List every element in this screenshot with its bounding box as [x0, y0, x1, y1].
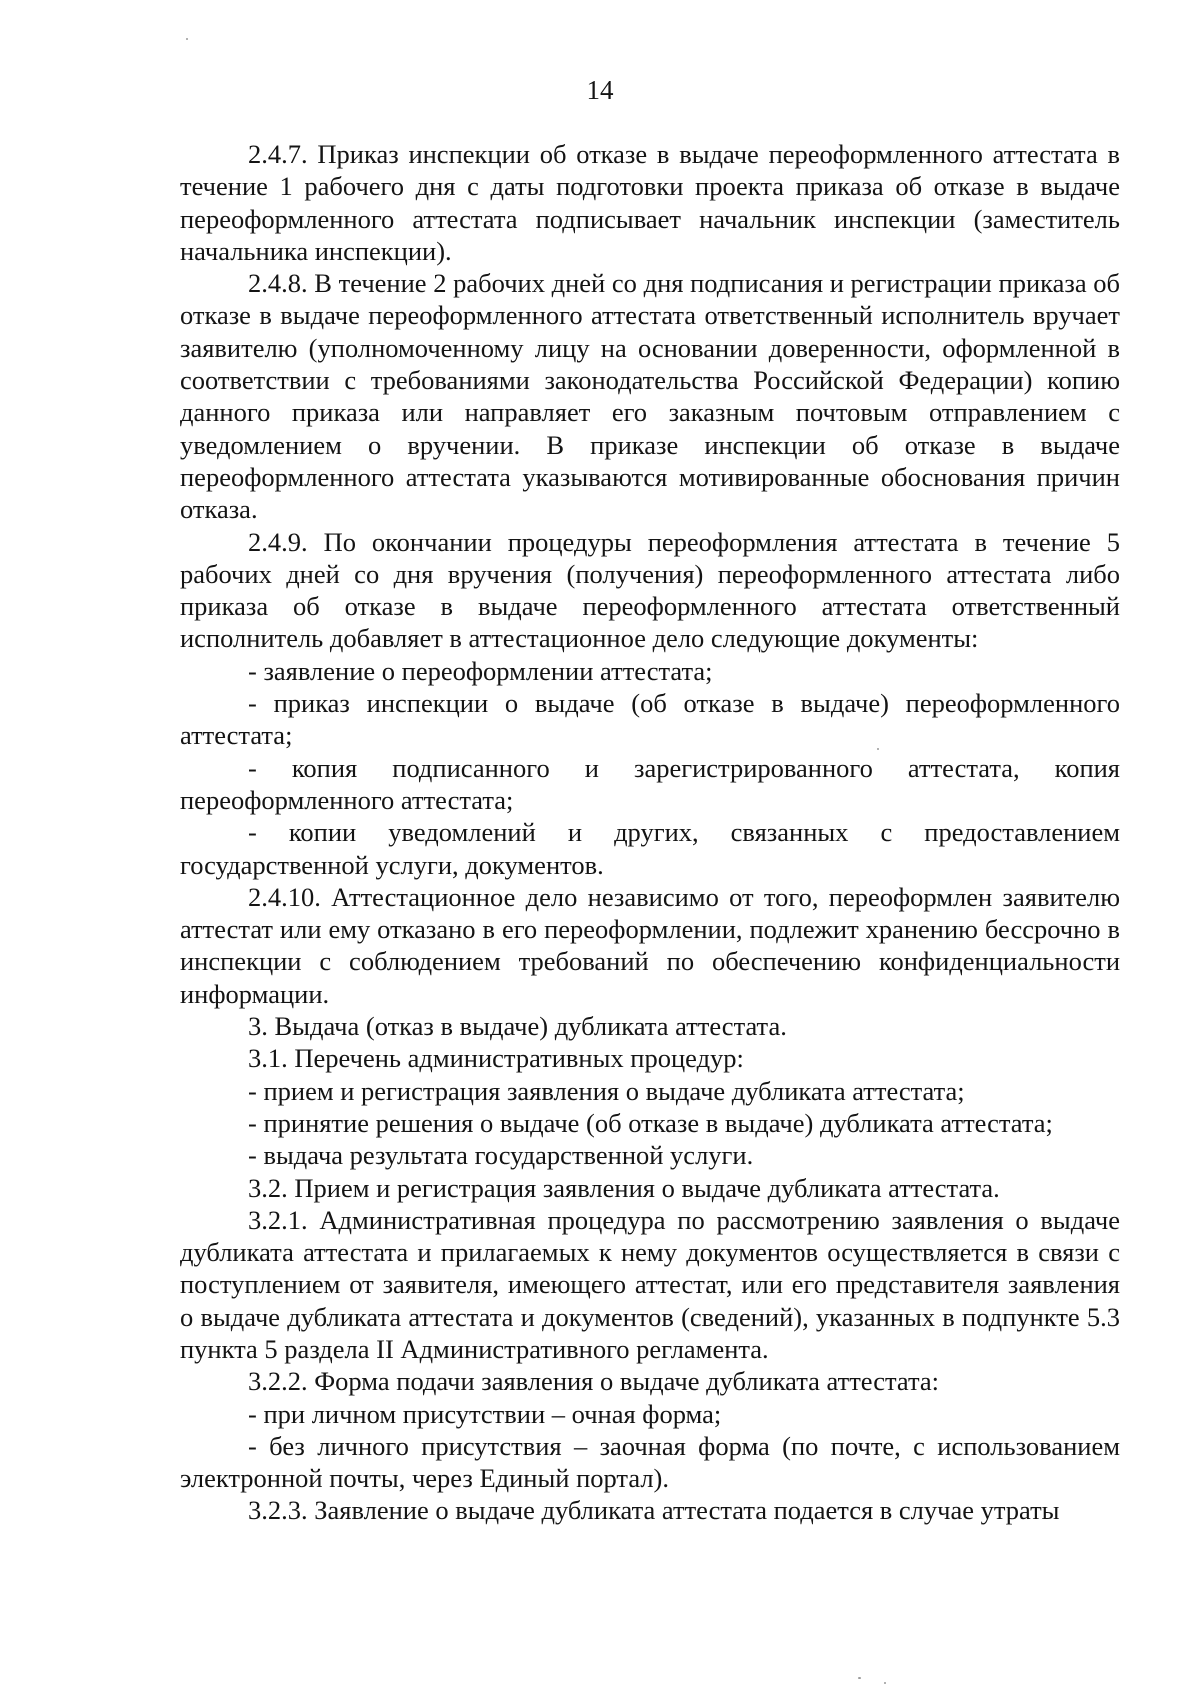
- list-item: - приказ инспекции о выдаче (об отказе в выдаче) переоформленного аттестата;: [180, 688, 1120, 751]
- scan-speck: [884, 1682, 886, 1684]
- list-item: - принятие решения о выдаче (об отказе в выдаче) дубликата аттестата;: [248, 1107, 1053, 1138]
- scan-speck: [858, 1677, 861, 1679]
- paragraph-3-2-3: 3.2.3. Заявление о выдаче дубликата аттестата подается в случае утраты: [248, 1495, 1060, 1526]
- list-item: - прием и регистрация заявления о выдаче дубликата аттестата;: [248, 1075, 965, 1106]
- paragraph-3-2: 3.2. Прием и регистрация заявления о выдаче дубликата аттестата.: [248, 1172, 1000, 1203]
- paragraph-3-1: 3.1. Перечень административных процедур:: [248, 1043, 744, 1074]
- paragraph-3-2-1: 3.2.1. Административная процедура по рассмотрению заявления о выдаче дубликата аттестата и прилагаемых к нему документов осуществляется в связи с поступлением от заявителя, имеющего аттестат, или его представителя заявления о выдаче дубликата аттестата и документов (сведений), указанных в подпункте 5.3 пункта 5 раздела II Административного регламента.: [180, 1204, 1120, 1364]
- list-item: - без личного присутствия – заочная форма (по почте, с использованием электронной почты, через Единый портал).: [180, 1430, 1120, 1494]
- list-item: - копия подписанного и зарегистрированного аттестата, копия переоформленного аттестата;: [180, 752, 1120, 815]
- list-item: - заявление о переоформлении аттестата;: [248, 655, 713, 686]
- paragraph-2-4-8: 2.4.8. В течение 2 рабочих дней со дня подписания и регистрации приказа об отказе в выдаче переоформленного аттестата ответственный исполнитель вручает заявителю (уполномоченному лицу на основании доверенности, оформленной в соответствии с требованиями законодательства Российской Федерации) копию данного приказа или направляет его заказным почтовым отправлением с уведомлением о вручении. В приказе инспекции об отказе в выдаче переоформленного аттестата указываются мотивированные обоснования причин отказа.: [180, 268, 1120, 525]
- list-item: - выдача результата государственной услуги.: [248, 1140, 754, 1171]
- paragraph-2-4-9: 2.4.9. По окончании процедуры переоформления аттестата в течение 5 рабочих дней со дня вручения (получения) переоформленного аттестата либо приказа об отказе в выдаче переоформленного аттестата ответственный исполнитель добавляет в аттестационное дело следующие документы:: [180, 526, 1120, 654]
- scan-speck: [186, 38, 188, 40]
- paragraph-3-2-2: 3.2.2. Форма подачи заявления о выдаче дубликата аттестата:: [248, 1366, 939, 1397]
- page-number: 14: [586, 75, 614, 105]
- list-item: - при личном присутствии – очная форма;: [248, 1398, 722, 1429]
- paragraph-2-4-7: 2.4.7. Приказ инспекции об отказе в выдаче переоформленного аттестата в течение 1 рабочего дня с даты подготовки проекта приказа об отказе в выдаче переоформленного аттестата подписывает начальник инспекции (заместитель начальника инспекции).: [180, 139, 1120, 266]
- list-item: - копии уведомлений и других, связанных с предоставлением государственной услуги, документов.: [180, 817, 1120, 880]
- document-body: [180, 138, 1120, 1527]
- paragraph-2-4-10: 2.4.10. Аттестационное дело независимо от того, переоформлен заявителю аттестат или ему отказано в его переоформлении, подлежит хранению бессрочно в инспекции с соблюдением требований по обеспечению конфиденциальности информации.: [180, 881, 1120, 1009]
- section-heading-3: 3. Выдача (отказ в выдаче) дубликата аттестата.: [248, 1011, 787, 1042]
